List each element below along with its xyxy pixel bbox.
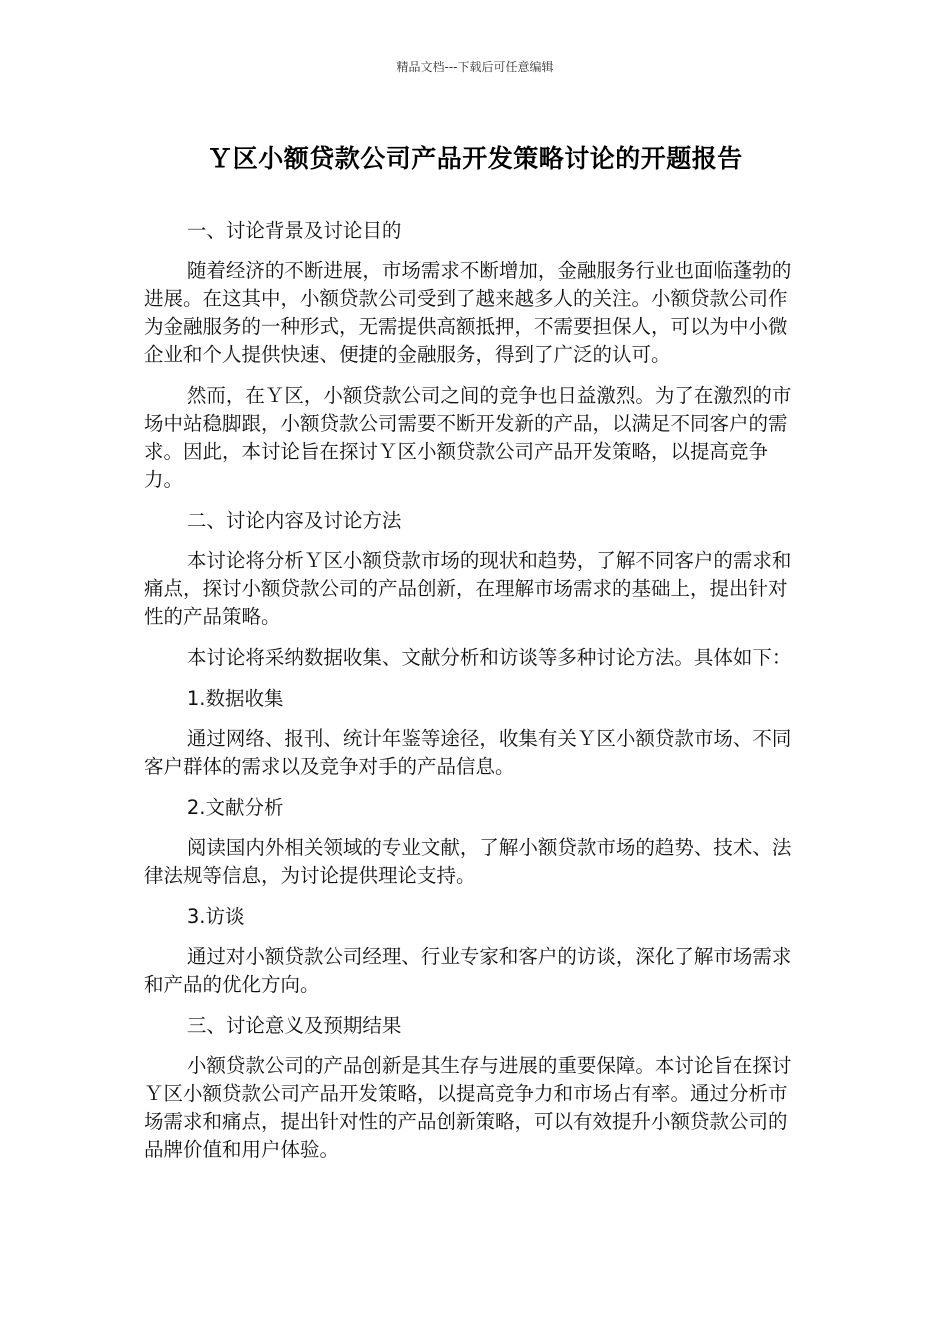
paragraph-significance: 小额贷款公司的产品创新是其生存与进展的重要保障。本讨论旨在探讨Ｙ区小额贷款公司产品开发策略，以提高竞争力和市场占有率。通过分析市场需求和痛点，提出针对性的产品创新策略，可以有效提升小额贷款公司的品牌价值和用户体验。 (144, 1054, 792, 1161)
paragraph-data-collection: 通过网络、报刊、统计年鉴等途径，收集有关Ｙ区小额贷款市场、不同客户群体的需求以及竞争对手的产品信息。 (144, 727, 792, 778)
paragraph-interview: 通过对小额贷款公司经理、行业专家和客户的访谈，深化了解市场需求和产品的优化方向。 (144, 945, 792, 996)
document-body (144, 217, 796, 1177)
document-title: Ｙ区小额贷款公司产品开发策略讨论的开题报告 (207, 144, 743, 173)
paragraph-literature-analysis: 阅读国内外相关领域的专业文献，了解小额贷款市场的趋势、技术、法律法规等信息，为讨论提供理论支持。 (144, 836, 792, 887)
paragraph-content-2: 本讨论将采纳数据收集、文献分析和访谈等多种讨论方法。具体如下： (186, 646, 792, 669)
subheading-interview: 3.访谈 (186, 905, 245, 928)
paragraph-background-2: 然而，在Ｙ区，小额贷款公司之间的竞争也日益激烈。为了在激烈的市场中站稳脚跟，小额贷款公司需要不断开发新的产品，以满足不同客户的需求。因此，本讨论旨在探讨Ｙ区小额贷款公司产品开发策略，以提高竞争力。 (144, 384, 792, 491)
section-heading-background: 一、讨论背景及讨论目的 (186, 219, 402, 242)
paragraph-background-1: 随着经济的不断进展，市场需求不断增加，金融服务行业也面临蓬勃的进展。在这其中，小额贷款公司受到了越来越多人的关注。小额贷款公司作为金融服务的一种形式，无需提供高额抵押，不需要担保人，可以为中小微企业和个人提供快速、便捷的金融服务，得到了广泛的认可。 (144, 259, 792, 366)
section-heading-significance: 三、讨论意义及预期结果 (186, 1014, 402, 1037)
header-note: 精品文档---下载后可任意编辑 (396, 60, 554, 74)
paragraph-content-1: 本讨论将分析Ｙ区小额贷款市场的现状和趋势，了解不同客户的需求和痛点，探讨小额贷款公司的产品创新，在理解市场需求的基础上，提出针对性的产品策略。 (144, 549, 792, 628)
subheading-data-collection: 1.数据收集 (186, 687, 284, 710)
section-heading-content: 二、讨论内容及讨论方法 (186, 509, 402, 532)
subheading-literature-analysis: 2.文献分析 (186, 796, 284, 819)
